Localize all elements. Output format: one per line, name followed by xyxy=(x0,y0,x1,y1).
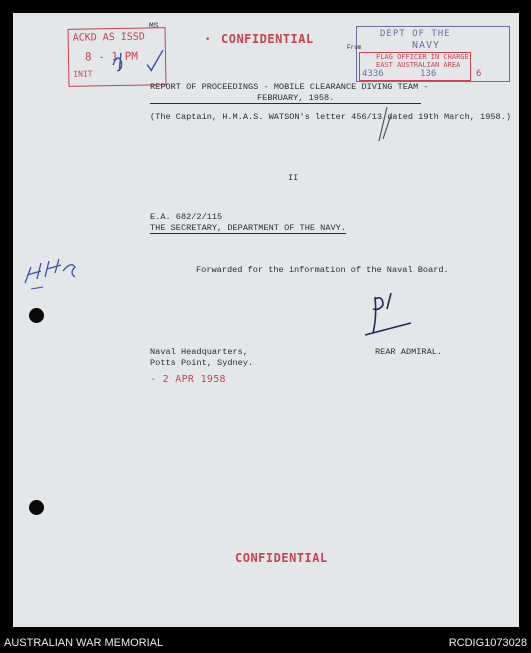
origin-line2: Potts Point, Sydney. xyxy=(150,358,254,368)
from-label: From xyxy=(347,44,362,51)
section-numeral: II xyxy=(288,173,299,183)
addressee: THE SECRETARY, DEPARTMENT OF THE NAVY. xyxy=(150,223,346,233)
archive-footer xyxy=(0,633,531,653)
received-stamp-init: INIT xyxy=(73,69,93,79)
report-title-line2: FEBRUARY, 1958. xyxy=(257,93,335,103)
received-stamp-line1: ACKD AS ISSD xyxy=(72,31,146,44)
file-reference: E.A. 682/2/115 xyxy=(150,212,223,222)
navy-stamp-office1: FLAG OFFICER IN CHARGE xyxy=(376,53,469,61)
navy-stamp-ref1: 4336 xyxy=(362,69,384,79)
bullet-mark: • xyxy=(205,35,211,45)
punch-hole-bottom xyxy=(29,500,44,515)
classification-bottom: CONFIDENTIAL xyxy=(235,551,328,565)
date-stamp: - 2 APR 1958 xyxy=(150,374,226,385)
margin-pen-mark xyxy=(373,103,395,143)
received-stamp-time: 8 - 1 PM xyxy=(84,49,139,64)
handwritten-note-mark xyxy=(21,253,81,293)
forwarded-text: Forwarded for the information of the Naval Board. xyxy=(196,265,449,275)
received-initials-handwriting xyxy=(107,42,168,77)
footer-record-id: RCDIG1073028 xyxy=(448,637,527,649)
navy-stamp-ref3: 6 xyxy=(476,69,482,79)
document-page xyxy=(13,13,519,627)
ms-mark: MS xyxy=(149,22,159,31)
punch-hole-top xyxy=(29,308,44,323)
footer-institution: AUSTRALIAN WAR MEMORIAL xyxy=(4,637,164,649)
origin-line1: Naval Headquarters, xyxy=(150,347,248,357)
received-stamp xyxy=(68,27,167,87)
signature xyxy=(361,287,417,339)
navy-stamp-office2: EAST AUSTRALIAN AREA xyxy=(376,61,461,69)
navy-stamp-ref2: 136 xyxy=(420,69,437,79)
classification-top: CONFIDENTIAL xyxy=(221,32,314,46)
navy-stamp-navy: NAVY xyxy=(412,40,441,51)
signatory-title: REAR ADMIRAL. xyxy=(375,347,443,357)
navy-stamp xyxy=(356,26,510,82)
captain-reference: (The Captain, H.M.A.S. WATSON's letter 456/13 dated 19th March, 1958.) xyxy=(150,112,511,122)
report-title-line1: REPORT OF PROCEEDINGS - MOBILE CLEARANCE DIVING TEAM - xyxy=(150,82,429,92)
navy-stamp-title: DEPT OF THE xyxy=(380,29,451,39)
